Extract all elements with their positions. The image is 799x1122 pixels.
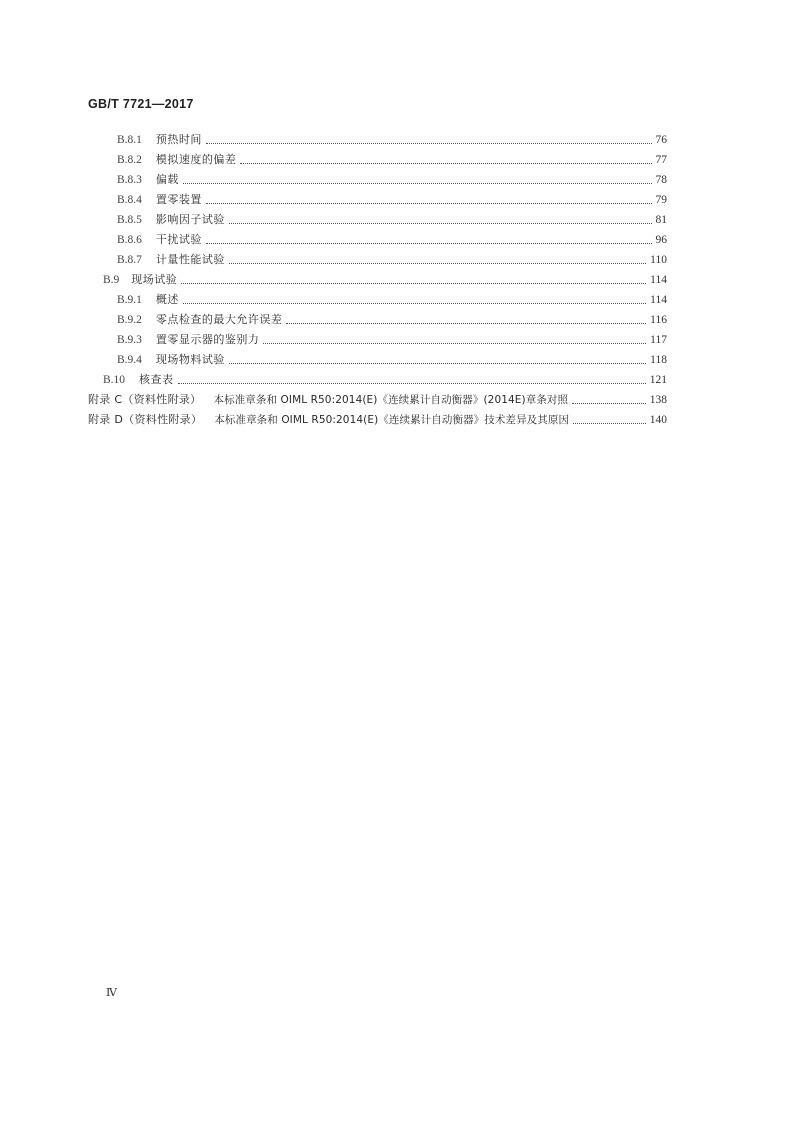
toc-entry-title: 影响因子试验 [155, 213, 225, 226]
toc-entry-page: 138 [649, 394, 667, 406]
toc-entry-page: 78 [655, 174, 667, 186]
toc-leader-dots [229, 252, 646, 264]
toc-entry[interactable] [117, 230, 667, 250]
toc-entry-title: 概述 [155, 293, 179, 306]
toc-leader-dots [206, 192, 652, 204]
toc-entry-title: 模拟速度的偏差 [155, 153, 237, 166]
toc-entry-page: 114 [650, 274, 667, 286]
toc-entry-page: 81 [655, 214, 667, 226]
toc-entry[interactable] [117, 350, 667, 370]
toc-entry-number: B.9.3 [117, 334, 142, 346]
toc-leader-dots [229, 212, 652, 224]
toc-leader-dots [206, 132, 652, 144]
toc-entry[interactable] [117, 150, 667, 170]
toc-leader-dots [572, 392, 646, 404]
toc-entry-number: B.9.4 [117, 354, 142, 366]
toc-entry-page: 110 [650, 254, 667, 266]
toc-entry-page: 96 [655, 234, 667, 246]
toc-entry[interactable] [117, 330, 667, 350]
toc-leader-dots [206, 232, 652, 244]
toc-entry-page: 114 [650, 294, 667, 306]
toc-entry-number: B.8.7 [117, 254, 142, 266]
toc-entry-title: 置零装置 [155, 193, 202, 206]
toc-entry-number: B.9 [103, 274, 120, 286]
toc-entry-page: 117 [650, 334, 667, 346]
toc-entry-number: B.8.3 [117, 174, 142, 186]
toc-entry[interactable] [117, 210, 667, 230]
toc-entry-number: B.9.2 [117, 314, 142, 326]
toc-entry[interactable] [117, 310, 667, 330]
toc-entry-number: B.8.1 [117, 134, 142, 146]
toc-entry-title: 预热时间 [155, 133, 202, 146]
toc-entry-number: B.9.1 [117, 294, 142, 306]
toc-entry-title: 本标准章条和 OIML R50:2014(E)《连续累计自动衡器》技术差异及其原因 [214, 414, 570, 426]
toc-entry-number: B.10 [103, 374, 126, 386]
toc-leader-dots [240, 152, 651, 164]
toc-entry[interactable] [103, 270, 667, 290]
toc-annex-prefix: 附录 C（资料性附录） [88, 393, 202, 406]
toc-entry-number: B.8.2 [117, 154, 142, 166]
toc-entry[interactable] [103, 370, 667, 390]
toc-entry-page: 118 [650, 354, 667, 366]
toc-entry-number: B.8.5 [117, 214, 142, 226]
toc-leader-dots [178, 372, 646, 384]
toc-leader-dots [263, 332, 646, 344]
toc-entry-title: 零点检查的最大允许误差 [155, 313, 283, 326]
toc-entry-number: B.8.4 [117, 194, 142, 206]
toc-annex-prefix: 附录 D（资料性附录） [88, 413, 203, 426]
toc-leader-dots [181, 272, 646, 284]
toc-annex-entry[interactable] [88, 410, 667, 430]
toc-leader-dots [229, 352, 646, 364]
toc-entry-title: 本标准章条和 OIML R50:2014(E)《连续累计自动衡器》(2014E)章条对照 [213, 394, 569, 406]
toc-entry-page: 140 [649, 414, 667, 426]
toc-entry-number: B.8.6 [117, 234, 142, 246]
toc-entry-page: 116 [650, 314, 667, 326]
toc-entry-page: 77 [655, 154, 667, 166]
toc-entry-title: 偏载 [155, 173, 179, 186]
toc-entry[interactable] [117, 130, 667, 150]
toc-leader-dots [183, 292, 646, 304]
toc-entry[interactable] [117, 250, 667, 270]
toc-entry[interactable] [117, 170, 667, 190]
toc-entry-title: 核查表 [139, 373, 174, 386]
page-number: Ⅳ [106, 987, 117, 999]
toc-entry[interactable] [117, 290, 667, 310]
toc-entry-title: 干扰试验 [155, 233, 202, 246]
toc-leader-dots [286, 312, 646, 324]
toc-entry-title: 现场物料试验 [155, 353, 225, 366]
toc-entry-page: 121 [649, 374, 667, 386]
document-code: GB/T 7721—2017 [88, 97, 194, 111]
toc-annex-entry[interactable] [88, 390, 667, 410]
toc-entry-page: 76 [655, 134, 667, 146]
toc-leader-dots [573, 412, 646, 424]
toc-leader-dots [183, 172, 652, 184]
toc-entry-title: 现场试验 [131, 273, 178, 286]
toc-entry-title: 计量性能试验 [155, 253, 225, 266]
toc-entry-title: 置零显示器的鉴别力 [155, 333, 260, 346]
toc-entry[interactable] [117, 190, 667, 210]
toc-entry-page: 79 [655, 194, 667, 206]
